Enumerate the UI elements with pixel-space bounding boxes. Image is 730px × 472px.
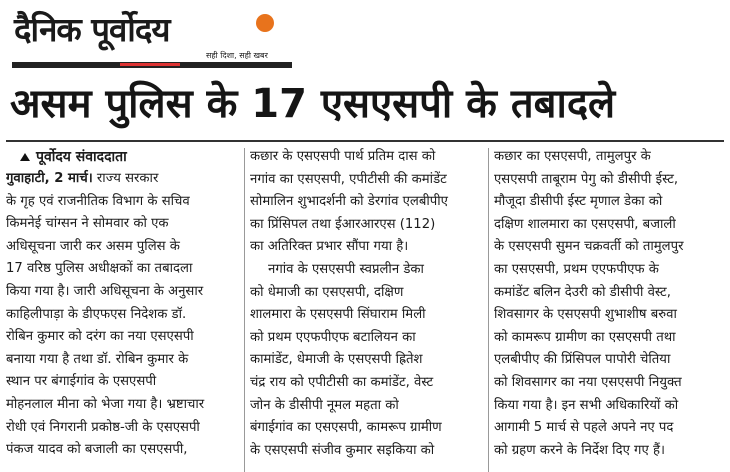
article-line: का प्रिंसिपल तथा ईआरआरएस (112) <box>250 216 436 232</box>
article-line: किया गया है। इन सभी अधिकारियों को <box>494 397 679 413</box>
article-line: को धेमाजी का एसएसपी, दक्षिण <box>250 284 404 300</box>
article-line: के एसएसपी सुमन चक्रवर्ती को तामुलपुर <box>494 239 684 255</box>
article-line: 17 वरिष्ठ पुलिस अधीक्षकों का तबादला <box>6 261 193 277</box>
article-line: काहिलीपाड़ा के डीएफएस निदेशक डॉ. <box>6 306 187 322</box>
article-line: रोधी एवं निगरानी प्रकोष्ठ-जी के एसएसपी <box>6 419 200 435</box>
article-line: एसएसपी ताबूराम पेगु को डीसीपी ईस्ट, <box>494 171 679 187</box>
article-line: किमनेई चांग्सन ने सोमवार को एक <box>6 216 169 232</box>
article-line: किया गया है। जारी अधिसूचना के अनुसार <box>6 283 204 299</box>
article-line: बंगाईगांव का एसएसपी, कामरूप ग्रामीण <box>250 420 442 436</box>
article-line: पंकज यादव को बजाली का एसएसपी, <box>6 442 188 458</box>
article-line: का अतिरिक्त प्रभार सौंपा गया है। <box>250 239 409 255</box>
byline-text: पूर्वोदय संवाददाता <box>36 149 127 165</box>
logo-sun-icon <box>256 14 274 32</box>
masthead-tagline: सही दिशा, सही खबर <box>206 51 268 60</box>
article-line: चंद्र राय को एपीटीसी का कमांडेंट, वेस्ट <box>250 374 434 390</box>
article-line: को ग्रहण करने के निर्देश दिए गए हैं। <box>494 442 665 458</box>
article-line: जोन के डीसीपी नूमल महता को <box>250 397 399 413</box>
dateline: गुवाहाटी, 2 मार्च। <box>6 171 93 186</box>
article-line: कछार का एसएसपी, तामुलपुर के <box>494 149 651 164</box>
article-line: कछार के एसएसपी पार्थ प्रतिम दास को <box>250 149 436 164</box>
article-line: शालमारा के एसएसपी सिंघाराम मिली <box>250 307 426 323</box>
article-line: दक्षिण शालमारा का एसएसपी, बजाली <box>494 216 676 232</box>
article-line: आगामी 5 मार्च से पहले अपने नए पद <box>494 420 674 436</box>
article-line: नगांव के एसएसपी स्वप्नलीन डेका <box>268 261 424 277</box>
column-divider <box>244 148 245 472</box>
headline-divider <box>6 140 724 142</box>
article-line-text: राज्य सरकार <box>92 171 159 186</box>
article-line: को प्रथम एएफपीएफ बटालियन का <box>250 329 416 345</box>
headline: असम पुलिस के 17 एसएसपी के तबादले <box>10 81 616 127</box>
article-line: शिवसागर के एसएसपी शुभाशीष बरुवा <box>494 307 677 323</box>
byline <box>6 146 242 168</box>
article-line: के एसएसपी संजीव कुमार सइकिया को <box>250 442 435 458</box>
article-line: सोमालिन शुभादर्शनी को डेरगांव एलबीपीए <box>250 194 448 210</box>
masthead <box>8 4 293 70</box>
article-line: को शिवसागर का नया एसएसपी नियुक्त <box>494 374 682 390</box>
article-column-3 <box>494 146 726 462</box>
article-line: अधिसूचना जारी कर असम पुलिस के <box>6 238 180 254</box>
article-line: कमांडेंट बलिन देउरी को डीसीपी वेस्ट, <box>494 284 671 300</box>
article-line <box>6 168 242 191</box>
article-column-1 <box>6 146 242 462</box>
article-line: एलबीपीए की प्रिंसिपल पापोरी चेतिया <box>494 352 671 368</box>
article-line: के गृह एवं राजनीतिक विभाग के सचिव <box>6 193 190 209</box>
article-line: मौजूदा डीसीपी ईस्ट मृणाल डेका को <box>494 194 663 210</box>
article-column-2 <box>250 146 480 462</box>
article-line: को कामरूप ग्रामीण का एसएसपी तथा <box>494 329 676 345</box>
article-line: स्थान पर बंगाईगांव के एसएसपी <box>6 374 157 390</box>
article-line: बनाया गया है तथा डॉ. रोबिन कुमार के <box>6 351 189 367</box>
brand-logo-text: दैनिक पूर्वोदय <box>14 10 170 49</box>
column-divider <box>488 148 489 472</box>
article-line: रोबिन कुमार को दरंग का नया एसएसपी <box>6 329 194 345</box>
masthead-rule-accent <box>120 63 180 66</box>
article-line: का एसएसपी, प्रथम एएफपीएफ के <box>494 261 659 277</box>
article-line: नगांव का एसएसपी, एपीटीसी की कमांडेंट <box>250 171 447 187</box>
article-line: मोहनलाल मीना को भेजा गया है। भ्रष्टाचार <box>6 396 205 412</box>
article-line: कामांडेंट, धेमाजी के एसएसपी ह्रितेश <box>250 352 423 368</box>
